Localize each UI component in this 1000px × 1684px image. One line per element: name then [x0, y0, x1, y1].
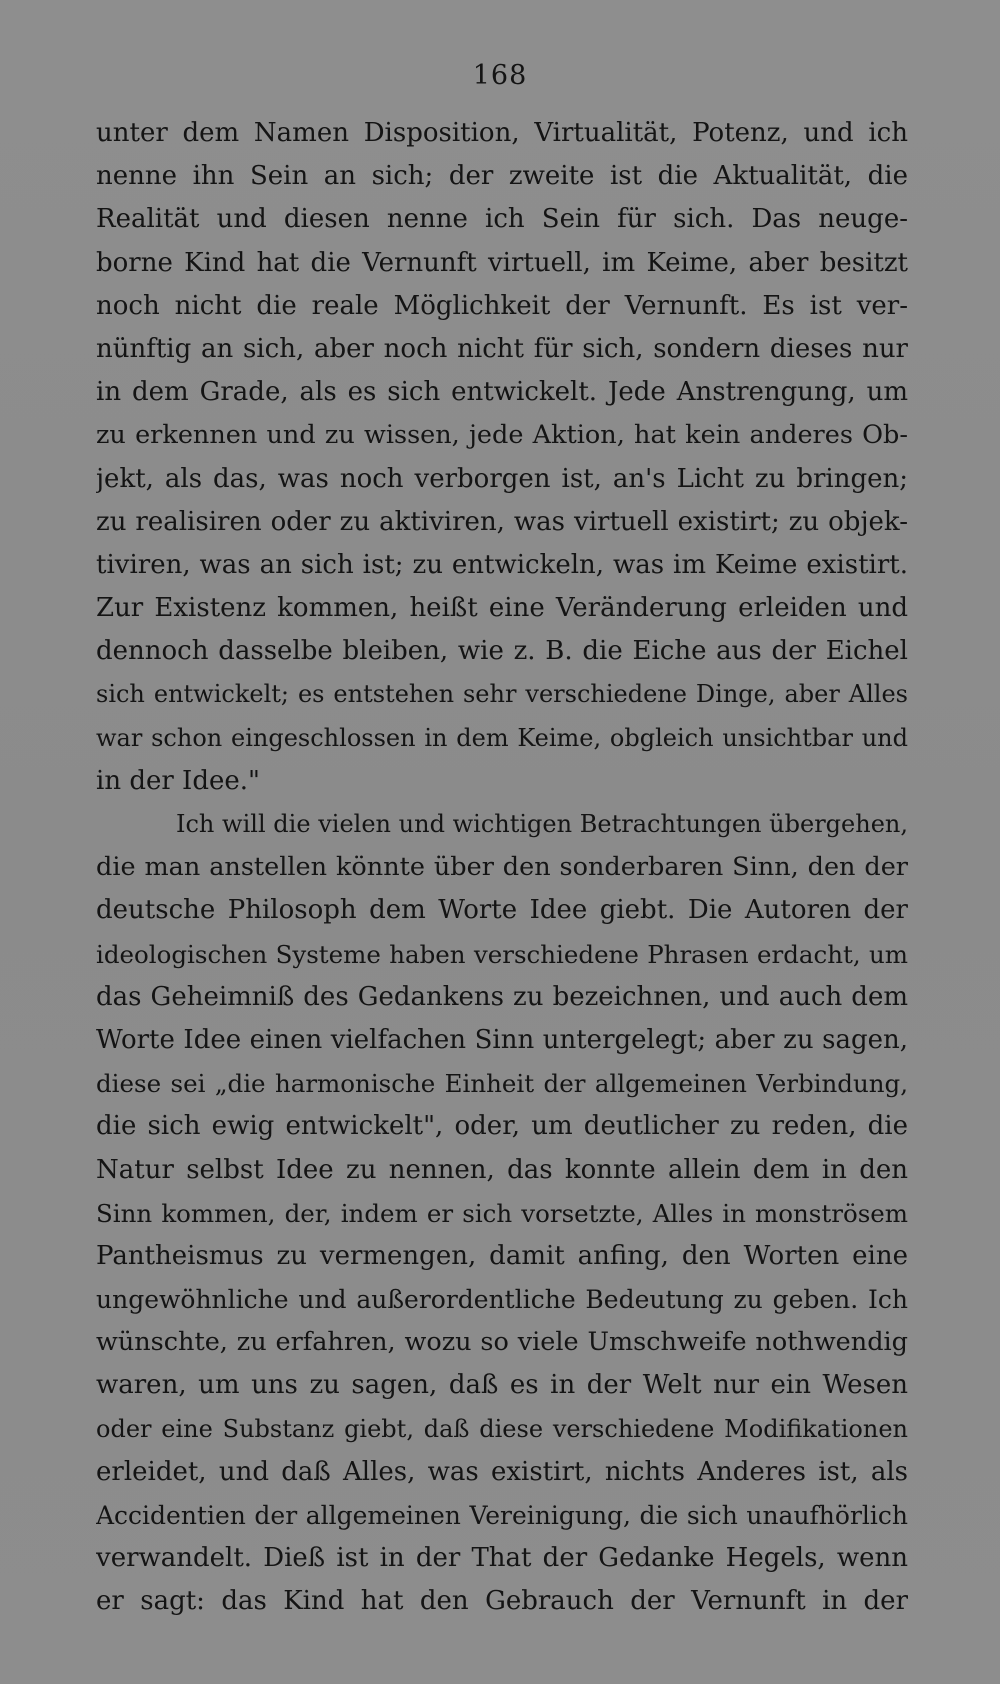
- text-line: die sich ewig entwickelt", oder, um deutlicher zu reden, die: [96, 1111, 908, 1142]
- text-line: Zur Existenz kommen, heißt eine Veränderung erleiden und: [96, 593, 908, 624]
- body-text: [96, 112, 908, 1624]
- text-line: Ich will die vielen und wichtigen Betrachtungen übergehen,: [176, 810, 908, 838]
- page-number: 168: [472, 60, 528, 91]
- text-line: borne Kind hat die Vernunft virtuell, im Keime, aber besitzt: [96, 247, 908, 278]
- text-line: ideologischen Systeme haben verschiedene Phrasen erdacht, um: [96, 939, 908, 969]
- text-line: Natur selbst Idee zu nennen, das konnte allein dem in den: [96, 1154, 908, 1185]
- text-line: noch nicht die reale Möglichkeit der Vernunft. Es ist ver-: [96, 290, 908, 321]
- text-line: sich entwickelt; es entstehen sehr verschiedene Dinge, aber Alles: [96, 680, 908, 709]
- text-line: deutsche Philosoph dem Worte Idee giebt. Die Autoren der: [96, 895, 908, 926]
- text-line: Accidentien der allgemeinen Vereinigung, die sich unaufhörlich: [96, 1501, 908, 1530]
- text-line: in der Idee.": [96, 765, 260, 796]
- text-line: war schon eingeschlossen in dem Keime, obgleich unsichtbar und: [96, 723, 908, 752]
- text-line: erleidet, und daß Alles, was existirt, nichts Anderes ist, als: [96, 1456, 908, 1487]
- text-line: in dem Grade, als es sich entwickelt. Jede Anstrengung, um: [96, 377, 908, 408]
- text-line: Worte Idee einen vielfachen Sinn untergelegt; aber zu sagen,: [96, 1024, 908, 1055]
- text-line: wünschte, zu erfahren, wozu so viele Umschweife nothwendig: [96, 1327, 908, 1358]
- text-line: Sinn kommen, der, indem er sich vorsetzte, Alles in monströsem: [96, 1198, 908, 1228]
- text-line: unter dem Namen Disposition, Virtualität, Potenz, und ich: [96, 118, 908, 148]
- text-line: nenne ihn Sein an sich; der zweite ist die Aktualität, die: [96, 161, 908, 192]
- text-line: oder eine Substanz giebt, daß diese verschiedene Modifikationen: [96, 1414, 908, 1443]
- text-line: Realität und diesen nenne ich Sein für sich. Das neuge-: [96, 204, 908, 235]
- text-line: nünftig an sich, aber noch nicht für sich, sondern dieses nur: [96, 333, 908, 364]
- text-line: zu realisiren oder zu aktiviren, was virtuell existirt; zu objek-: [96, 506, 908, 537]
- text-line: er sagt: das Kind hat den Gebrauch der Vernunft in der: [96, 1586, 908, 1617]
- text-line: das Geheimniß des Gedankens zu bezeichnen, und auch dem: [96, 981, 908, 1012]
- text-line: verwandelt. Dieß ist in der That der Gedanke Hegels, wenn: [96, 1543, 908, 1574]
- text-line: ungewöhnliche und außerordentliche Bedeutung zu geben. Ich: [96, 1285, 908, 1315]
- text-line: diese sei „die harmonische Einheit der allgemeinen Verbindung,: [96, 1069, 908, 1099]
- text-line: die man anstellen könnte über den sonderbaren Sinn, den der: [96, 852, 908, 883]
- text-line: tiviren, was an sich ist; zu entwickeln, was im Keime existirt.: [96, 549, 908, 580]
- text-line: dennoch dasselbe bleiben, wie z. B. die Eiche aus der Eichel: [96, 636, 908, 667]
- text-line: zu erkennen und zu wissen, jede Aktion, hat kein anderes Ob-: [96, 420, 908, 451]
- text-line: Pantheismus zu vermengen, damit anfing, den Worten eine: [96, 1240, 908, 1271]
- text-line: waren, um uns zu sagen, daß es in der Welt nur ein Wesen: [96, 1370, 908, 1401]
- text-line: jekt, als das, was noch verborgen ist, an's Licht zu bringen;: [96, 463, 908, 494]
